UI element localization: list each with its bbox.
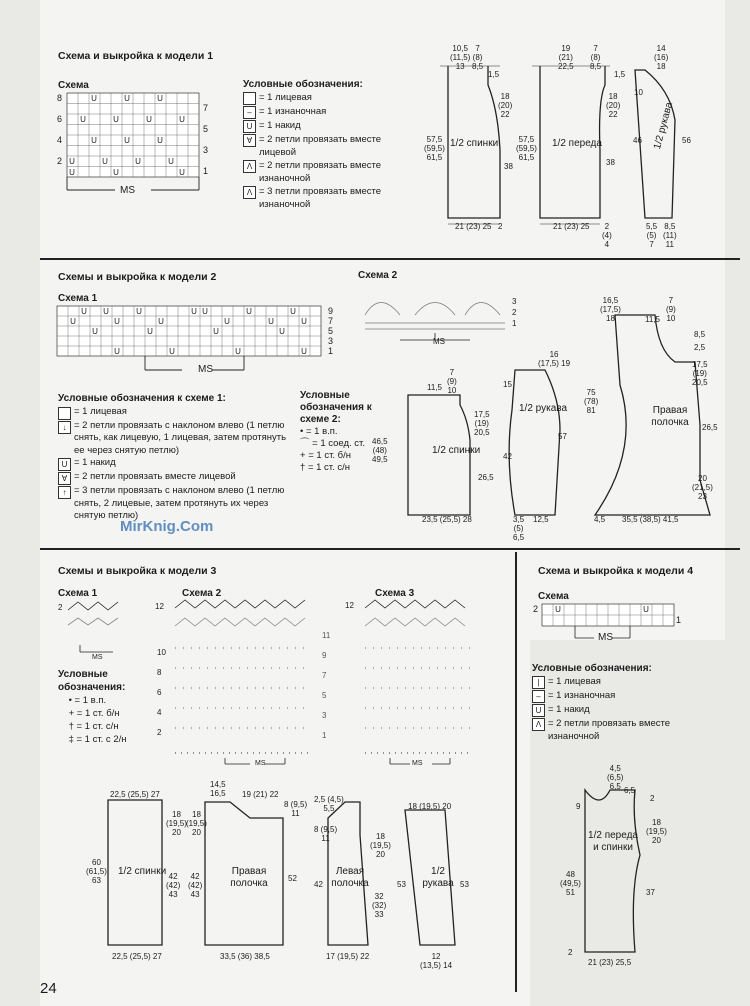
svg-text:U: U	[643, 605, 649, 614]
k2tog-symbol: ∀	[58, 472, 71, 485]
svg-text:U: U	[124, 136, 130, 145]
yarn-over-symbol: U	[532, 704, 545, 717]
model4-pattern-outline	[560, 780, 720, 970]
column-divider	[515, 552, 517, 992]
model3-legend: Условные обозначения: • = 1 в.п. + = 1 ст. б/н † = 1 ст. с/н ‡ = 1 ст. с 2/н	[58, 669, 127, 745]
model2-chart1-title: Схема 1	[58, 293, 98, 304]
model2-legend2: Условные обозначения к схеме 2: • = 1 в.п. ⌒ = 1 соед. ст. + = 1 ст. б/н † = 1 ст. с/н	[300, 390, 372, 473]
model3-chart2-rows-right: 11 9 7 5 3 1	[322, 631, 331, 740]
model3-right-front-label: Правая полочка	[230, 866, 268, 889]
model4-legend: Условные обозначения: | = 1 лицевая – = 1 изнаночная U = 1 накид Λ = 2 петли провязать вместе изнаночной	[532, 663, 671, 742]
svg-text:U: U	[136, 307, 142, 316]
svg-text:U: U	[114, 317, 120, 326]
svg-text:U: U	[290, 307, 296, 316]
model3-chart3-title: Схема 3	[375, 588, 415, 599]
model2-back-label: 1/2 спинки	[432, 445, 481, 456]
svg-text:U: U	[69, 157, 75, 166]
svg-text:U: U	[158, 317, 164, 326]
model1-row-numbers-right: 7 5 3 1	[203, 103, 209, 176]
svg-text:U: U	[69, 168, 75, 177]
svg-text:U: U	[81, 307, 87, 316]
left-margin	[0, 0, 40, 1006]
model4-chart-rows-left: 2	[533, 604, 539, 614]
treble-crochet-symbol: ‡	[68, 734, 74, 745]
svg-text:U: U	[224, 317, 230, 326]
model3-chart1-title: Схема 1	[58, 588, 98, 599]
p3tog-symbol: Λ	[243, 186, 256, 199]
model3-chart2-title: Схема 2	[182, 588, 222, 599]
model1-sleeve-label: 1/2 рукава	[652, 101, 676, 151]
model1-ms-label: MS	[120, 185, 135, 196]
purl-symbol: –	[243, 106, 256, 119]
section-divider	[40, 258, 740, 260]
model4-title: Схема и выкройка к модели 4	[538, 565, 694, 577]
svg-text:U: U	[555, 605, 561, 614]
k2tog-symbol: ∀	[243, 134, 256, 147]
model2-chart1-rows: 9 7 5 3 1	[328, 306, 334, 356]
svg-text:U: U	[80, 115, 86, 124]
svg-text:U: U	[92, 327, 98, 336]
svg-text:U: U	[114, 347, 120, 356]
svg-text:U: U	[169, 347, 175, 356]
model1-chart-title: Схема	[58, 80, 89, 91]
model3-chart2-rows-left: 12	[155, 602, 164, 611]
model1-legend: Условные обозначения: = 1 лицевая – = 1 изнаночная U = 1 накид ∀ = 2 петли провязать вместе лицевой Λ = 2 петли провязать вместе изнаночной Λ = 3 петли провязать вместе изнаночной	[243, 79, 382, 210]
model3-left-front-label: Левая полочка	[331, 866, 369, 889]
model2-chart2-title: Схема 2	[358, 270, 398, 281]
model3-chart3-row: 12	[345, 601, 354, 610]
model2-stitch-chart1	[57, 306, 332, 376]
model4-chart-rows-right: 1	[676, 615, 682, 625]
double-crochet-symbol: †	[300, 462, 306, 473]
model1-row-numbers-left: 8 6 4 2	[57, 93, 63, 166]
model3-sleeve-label: 1/2 рукава	[422, 866, 454, 889]
chain-symbol: •	[68, 695, 72, 706]
svg-text:U: U	[146, 115, 152, 124]
model2-title: Схемы и выкройка к модели 2	[58, 271, 217, 283]
model3-back-label: 1/2 спинки	[118, 866, 167, 877]
model3-crochet-chart3	[360, 598, 490, 770]
purl-symbol: –	[532, 690, 545, 703]
svg-text:U: U	[179, 168, 185, 177]
model3-title: Схемы и выкройка к модели 3	[58, 565, 217, 577]
sk2p-symbol: ↑	[58, 486, 71, 499]
svg-text:U: U	[235, 347, 241, 356]
svg-text:U: U	[91, 136, 97, 145]
svg-text:U: U	[191, 307, 197, 316]
slip-stitch-symbol: ⌒	[300, 438, 310, 449]
svg-text:U: U	[168, 157, 174, 166]
model2-front-label: Правая полочка	[651, 405, 689, 428]
svg-text:U: U	[103, 307, 109, 316]
svg-text:U: U	[124, 94, 130, 103]
model2-legend1: Условные обозначения к схеме 1: = 1 лицевая ↓ = 2 петли провязать с наклоном влево (1 петлю снять, как лицевую, 1 лицевая, затем протянуть ее через снятую петлю) U = 1 накид ∀ = 2 петли провязать вместе лицевой ↑ = 3 петли провязать с наклоном влево (1 петлю снять, 2 лицевые, затем протянуть их через снятую петлю)	[58, 393, 287, 521]
ssk-symbol: ↓	[58, 421, 71, 434]
svg-text:U: U	[179, 115, 185, 124]
svg-text:U: U	[213, 327, 219, 336]
svg-text:U: U	[113, 115, 119, 124]
model1-back-label: 1/2 спинки	[450, 138, 499, 149]
model3-crochet-chart1	[58, 600, 138, 660]
model1-stitch-chart	[55, 93, 215, 198]
svg-text:U: U	[157, 94, 163, 103]
svg-text:U: U	[246, 307, 252, 316]
model2-sleeve-label: 1/2 рукава	[519, 403, 568, 414]
svg-text:U: U	[279, 327, 285, 336]
yarn-over-symbol: U	[58, 458, 71, 471]
single-crochet-symbol: +	[68, 708, 75, 719]
p2tog-symbol: Λ	[243, 160, 256, 173]
yarn-over-symbol: U	[243, 120, 256, 133]
model1-title: Схема и выкройка к модели 1	[58, 50, 214, 62]
svg-text:U: U	[91, 94, 97, 103]
svg-text:U: U	[102, 157, 108, 166]
watermark: MirKnig.Com	[120, 518, 214, 535]
section-divider	[40, 548, 740, 550]
svg-text:U: U	[157, 136, 163, 145]
model1-front-label: 1/2 переда	[552, 138, 602, 149]
page-number: 24	[40, 980, 57, 997]
knit-symbol	[243, 92, 256, 105]
svg-text:U: U	[70, 317, 76, 326]
knit-symbol: |	[532, 676, 545, 689]
single-crochet-symbol: +	[300, 450, 306, 461]
model3-chart1-row: 2	[58, 603, 63, 612]
knit-symbol	[58, 407, 71, 420]
model2-ms-label: MS	[198, 364, 213, 375]
svg-text:U: U	[301, 317, 307, 326]
svg-text:U: U	[301, 347, 307, 356]
svg-text:U: U	[135, 157, 141, 166]
model4-chart-title: Схема	[538, 591, 569, 602]
svg-text:U: U	[147, 327, 153, 336]
svg-text:U: U	[202, 307, 208, 316]
double-crochet-symbol: †	[68, 721, 74, 732]
svg-text:U: U	[268, 317, 274, 326]
model4-pattern-label: 1/2 переда и спинки	[588, 830, 638, 853]
legend-title: Условные обозначения:	[243, 79, 363, 90]
model3-chart2-rows-left2: 10 8 6 4 2	[157, 648, 166, 737]
p2tog-symbol: Λ	[532, 718, 545, 731]
chain-symbol: •	[300, 426, 304, 437]
svg-text:U: U	[113, 168, 119, 177]
model2-chart2-rows: 3 2 1	[512, 297, 517, 328]
model3-crochet-chart2	[170, 598, 335, 770]
